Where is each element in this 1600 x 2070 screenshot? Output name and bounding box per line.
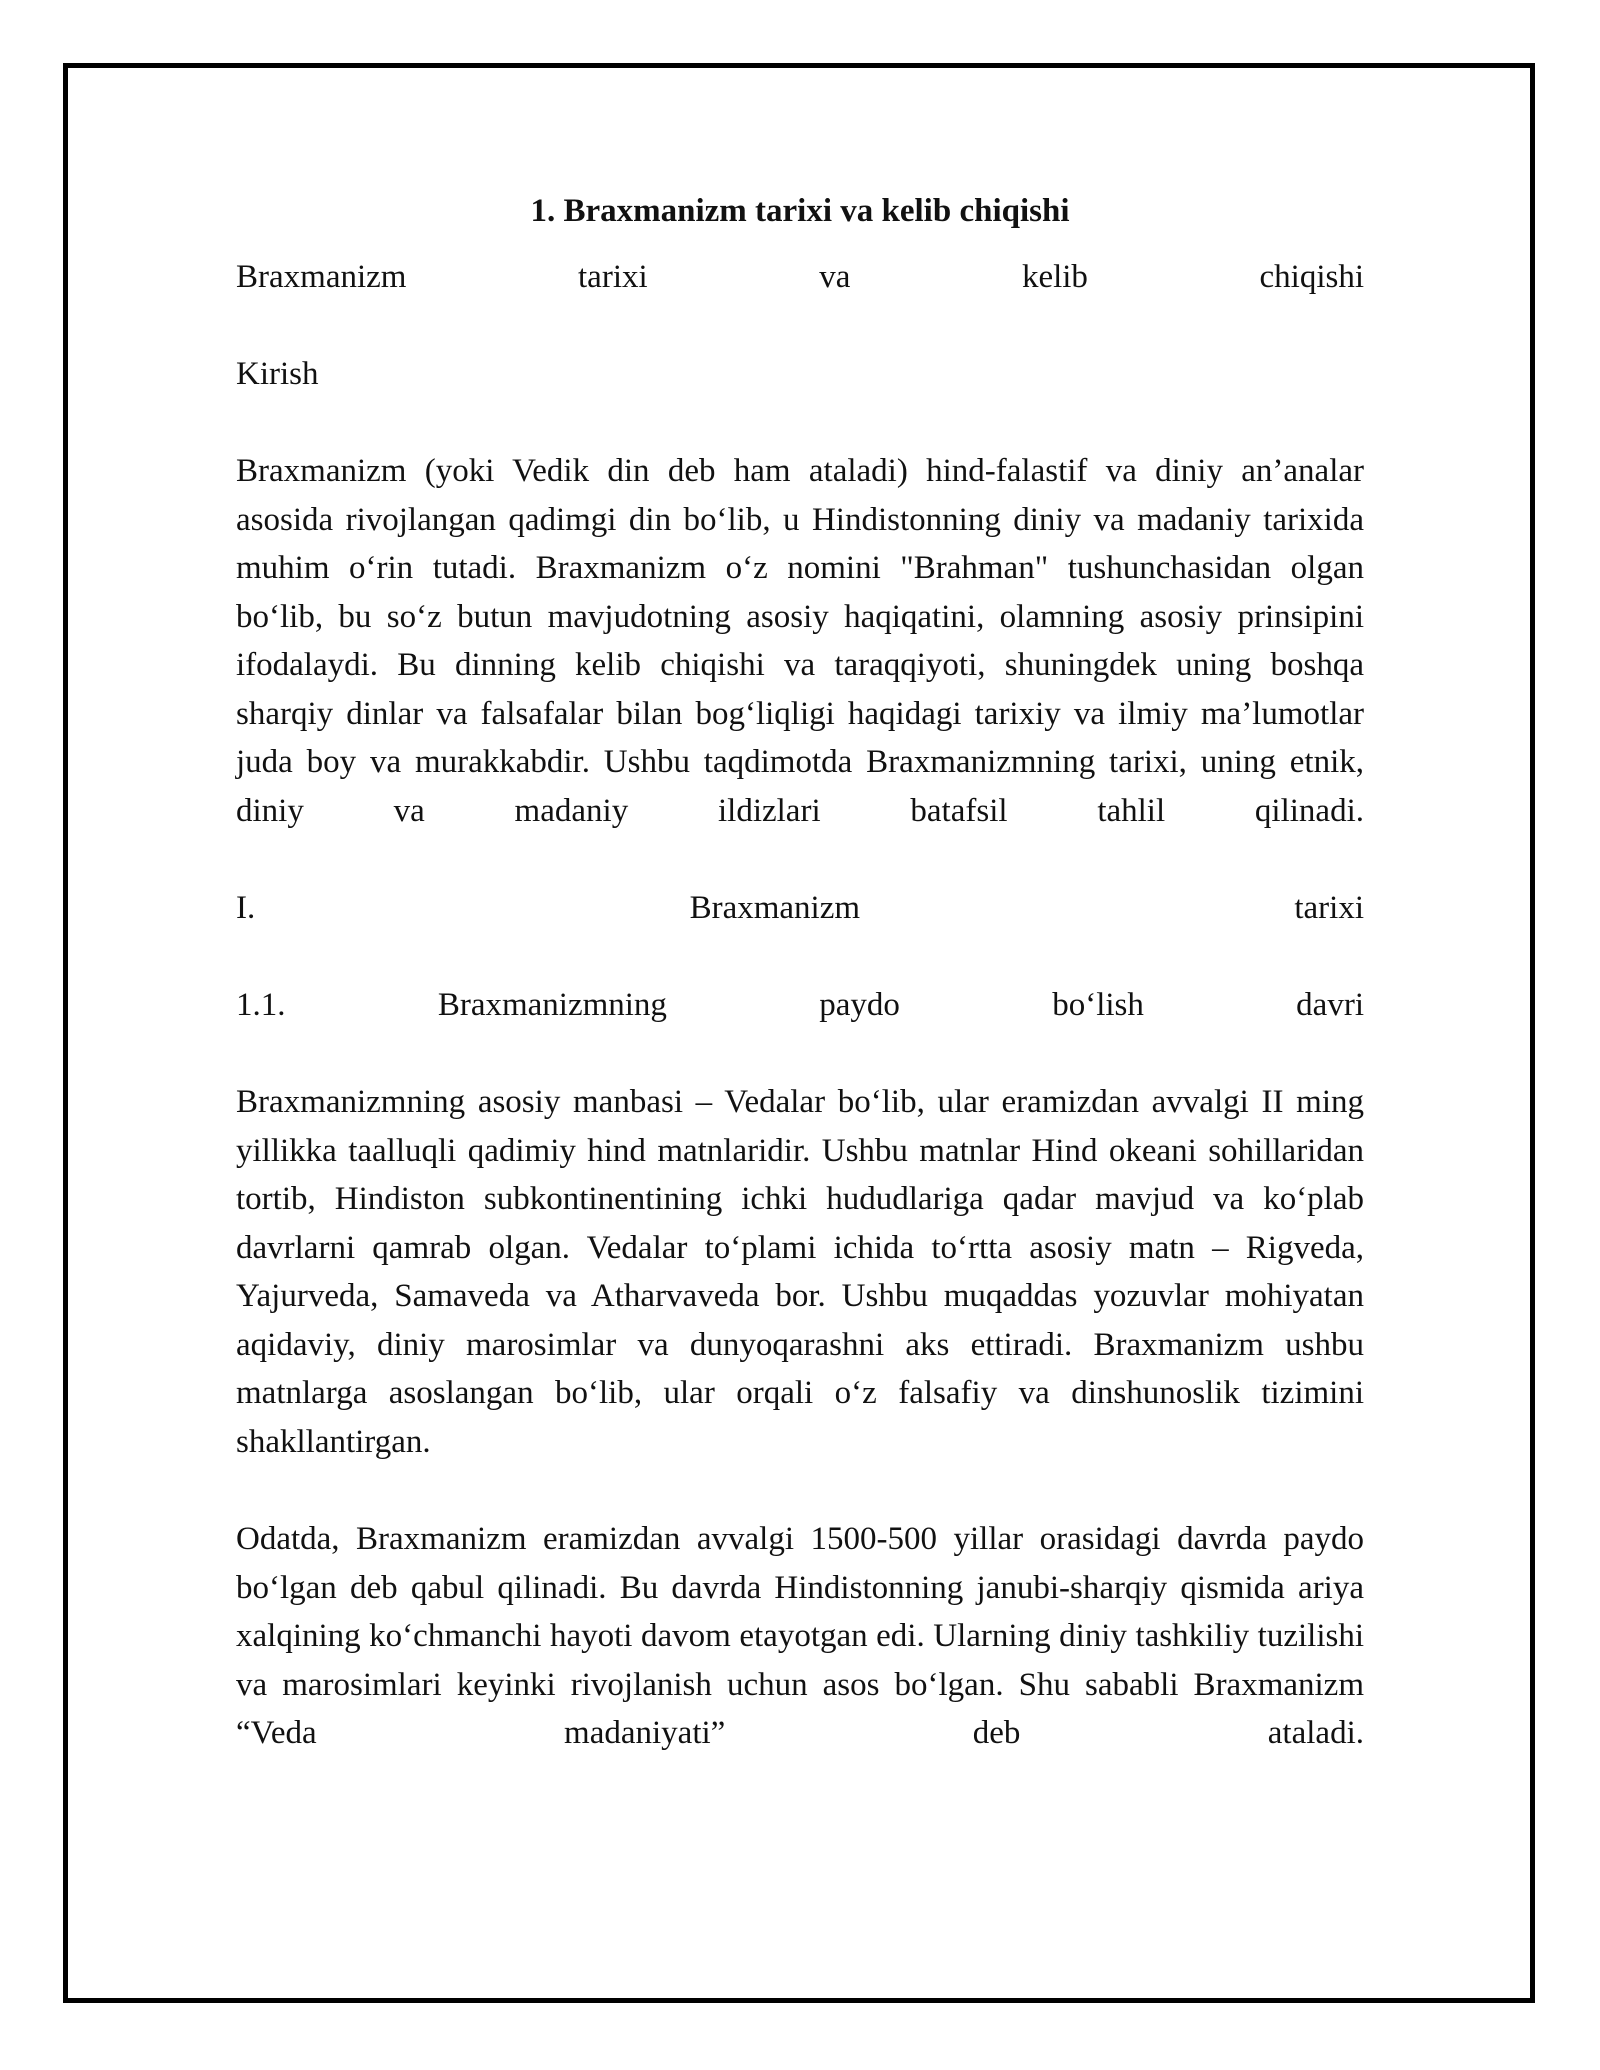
body-paragraph-2: Odatda, Braxmanizm eramizdan avvalgi 1500-500 yillar orasidagi davrda paydo bo‘lgan deb qabul qilinadi. Bu davrda Hindistonning janubi-sharqiy qismida ariya xalqining ko‘chmanchi hayoti davom etayotgan edi. Ularning diniy tashkiliy tuzilishi va marosimlari keyinki rivojlanish uchun asos bo‘lgan. Shu sababli Braxmanizm “Veda madaniyati” deb ataladi. [236, 1521, 1364, 1751]
document-title: 1. Braxmanizm tarixi va kelib chiqishi [530, 193, 1070, 229]
subtitle-line: Braxmanizm tarixi va kelib chiqishi [236, 259, 1364, 295]
section-heading: I. Braxmanizm tarixi [236, 890, 1364, 926]
document-body [236, 183, 1364, 1807]
intro-paragraph: Braxmanizm (yoki Vedik din deb ham ataladi) hind-falastif va diniy an’analar asosida rivojlangan qadimgi din bo‘lib, u Hindistonning diniy va madaniy tarixida muhim o‘rin tutadi. Braxmanizm o‘z nomini "Brahman" tushunchasidan olgan bo‘lib, bu so‘z butun mavjudotning asosiy haqiqatini, olamning asosiy prinsipini ifodalaydi. Bu dinning kelib chiqishi va taraqqiyoti, shuningdek uning boshqa sharqiy dinlar va falsafalar bilan bog‘liqligi haqidagi tarixiy va ilmiy ma’lumotlar juda boy va murakkabdir. Ushbu taqdimotda Braxmanizmning tarixi, uning etnik, diniy va madaniy ildizlari batafsil tahlil qilinadi. [236, 453, 1364, 829]
intro-heading: Kirish [236, 356, 319, 392]
subsection-heading: 1.1. Braxmanizmning paydo bo‘lish davri [236, 987, 1364, 1023]
body-paragraph-1: Braxmanizmning asosiy manbasi – Vedalar bo‘lib, ular eramizdan avvalgi II ming yillikka taalluqli qadimiy hind matnlaridir. Ushbu matnlar Hind okeani sohillaridan tortib, Hindiston subkontinentining ichki hududlariga qadar mavjud va ko‘plab davrlarni qamrab olgan. Vedalar to‘plami ichida to‘rtta asosiy matn – Rigveda, Yajurveda, Samaveda va Atharvaveda bor. Ushbu muqaddas yozuvlar mohiyatan aqidaviy, diniy marosimlar va dunyoqarashni aks ettiradi. Braxmanizm ushbu matnlarga asoslangan bo‘lib, ular orqali o‘z falsafiy va dinshunoslik tizimini shakllantirgan. [236, 1084, 1364, 1460]
